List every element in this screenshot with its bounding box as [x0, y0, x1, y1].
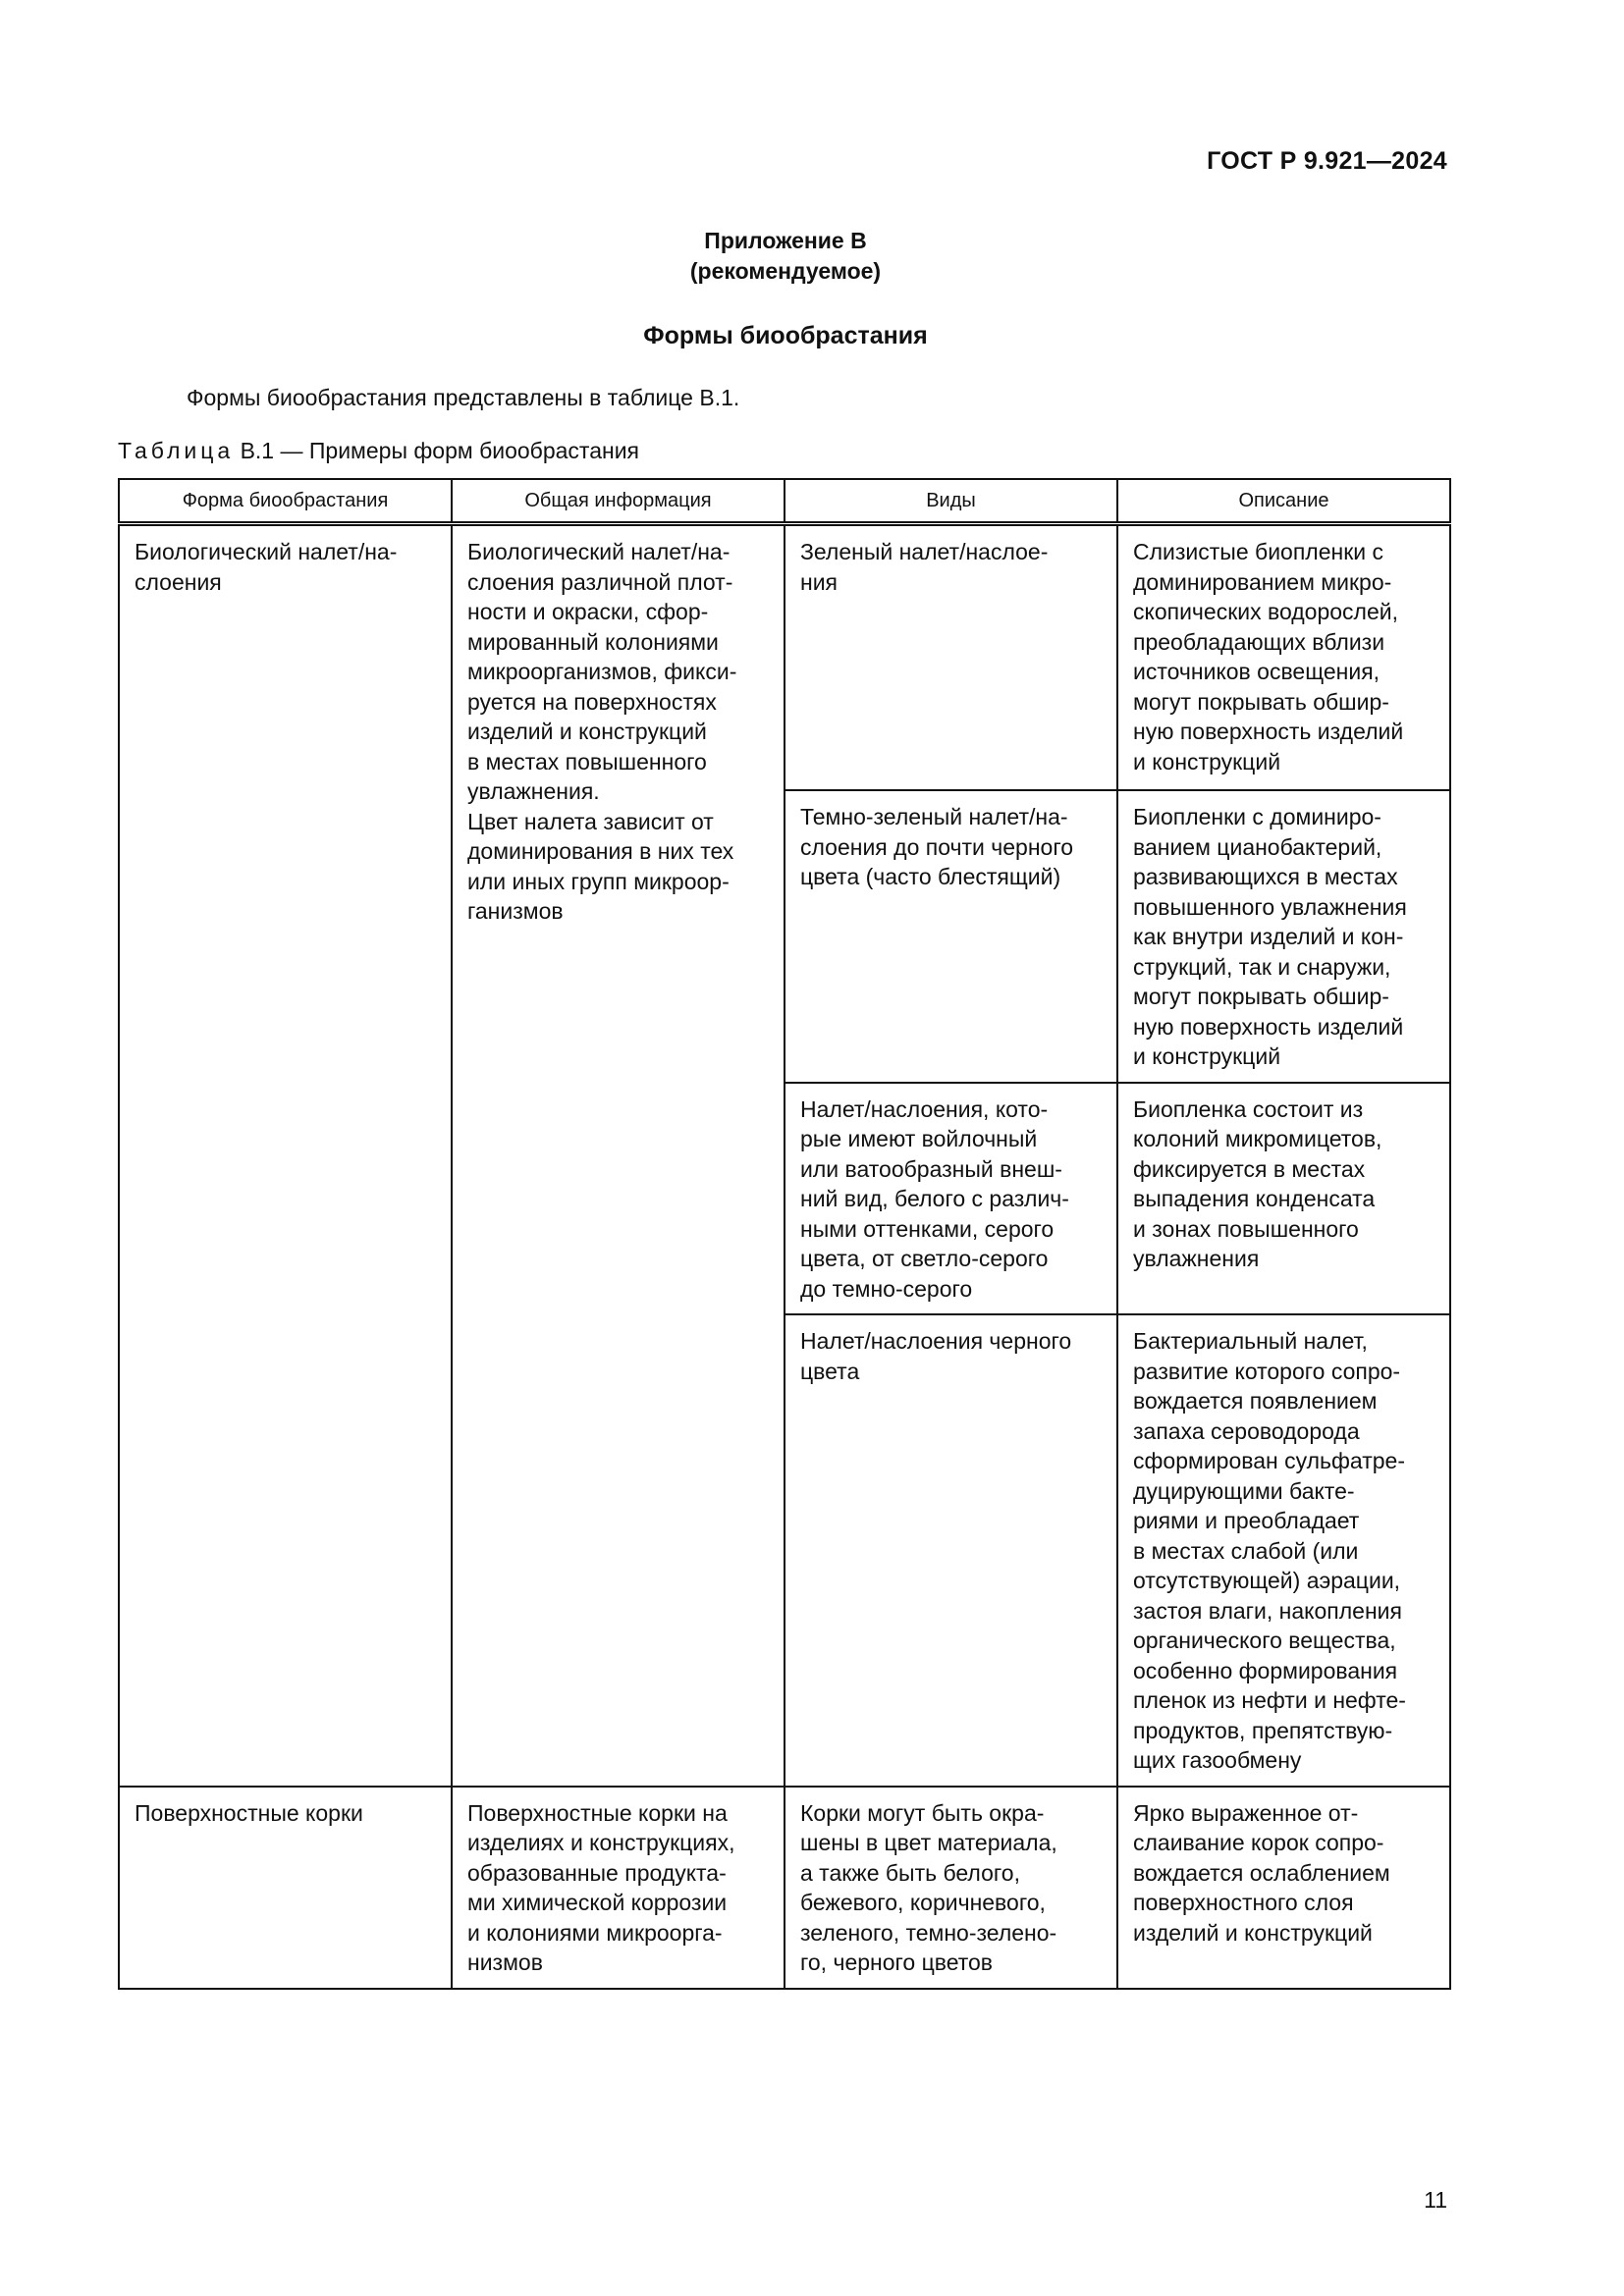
- cell-text-line: фиксируется в местах: [1133, 1155, 1366, 1182]
- info-cell: [452, 524, 785, 1787]
- cell-text-line: рые имеют войлочный: [800, 1126, 1038, 1151]
- cell-text-line: и колониями микроорга-: [467, 1919, 723, 1946]
- cell-text-line: слоения до почти черного: [800, 833, 1073, 860]
- table-caption-text: В.1 — Примеры форм биообрастания: [234, 438, 640, 463]
- cell-text-line: увлажнения: [1133, 1246, 1260, 1271]
- cell-text-line: в местах повышенного: [467, 748, 707, 774]
- cell-text-line: цвета (часто блестящий): [800, 864, 1061, 889]
- cell-text-line: выпадения конденсата: [1133, 1186, 1376, 1211]
- appendix-title: Приложение В: [704, 228, 867, 253]
- form-cell: [119, 524, 452, 1787]
- cell-text-line: ния: [800, 568, 839, 595]
- description-cell: [1117, 1314, 1450, 1787]
- cell-text-line: Налет/наслоения черного: [800, 1328, 1072, 1354]
- cell-text-line: а также быть белого,: [800, 1859, 1020, 1886]
- cell-text-line: скопических водорослей,: [1133, 599, 1398, 624]
- cell-text-line: мированный колониями: [467, 628, 719, 655]
- kind-cell: [785, 1083, 1117, 1315]
- cell-text-line: как внутри изделий и кон-: [1133, 924, 1404, 949]
- cell-text-line: риями и преобладает: [1133, 1508, 1360, 1533]
- header-info: Общая информация: [452, 479, 785, 524]
- cell-text-line: преобладающих вблизи: [1133, 628, 1385, 655]
- description-cell: [1117, 790, 1450, 1083]
- cell-text-line: ности и окраски, сфор-: [467, 599, 709, 624]
- cell-text-line: вождается ослаблением: [1133, 1859, 1390, 1886]
- cell-text-line: цвета, от светло-серого: [800, 1246, 1049, 1271]
- cell-text-line: изделиях и конструкциях,: [467, 1830, 735, 1855]
- cell-text-line: развитие которого сопро-: [1133, 1358, 1401, 1384]
- kind-cell: [785, 1314, 1117, 1787]
- cell-text-line: и конструкций: [1133, 748, 1281, 774]
- cell-text-line: Зеленый налет/наслое-: [800, 539, 1049, 564]
- cell-text-line: поверхностного слоя: [1133, 1890, 1354, 1915]
- cell-text-line: сформирован сульфатре-: [1133, 1448, 1405, 1473]
- cell-text-line: вождается появлением: [1133, 1388, 1378, 1414]
- cell-text-line: Темно-зеленый налет/на-: [800, 804, 1068, 829]
- cell-text-line: Корки могут быть окра-: [800, 1799, 1045, 1826]
- appendix-subtitle: (рекомендуемое): [689, 258, 882, 284]
- cell-text-line: ную поверхность изделий: [1133, 1013, 1404, 1040]
- cell-text-line: застоя влаги, накопления: [1133, 1597, 1402, 1624]
- section-title: Формы биообрастания: [643, 322, 928, 349]
- appendix-heading: [0, 226, 1571, 287]
- cell-text-line: Бактериальный налет,: [1133, 1328, 1368, 1354]
- table-caption: [118, 438, 639, 464]
- cell-text-line: Поверхностные корки на: [467, 1799, 728, 1826]
- document-code: ГОСТ Р 9.921—2024: [1207, 147, 1447, 175]
- cell-text-line: колоний микромицетов,: [1133, 1126, 1382, 1151]
- cell-text-line: Цвет налета зависит от: [467, 808, 714, 834]
- cell-text-line: руется на поверхностях: [467, 688, 717, 715]
- cell-text-line: изделий и конструкций: [467, 719, 707, 744]
- bio-fouling-table: [118, 478, 1451, 1990]
- cell-text-line: ную поверхность изделий: [1133, 719, 1404, 744]
- description-cell: [1117, 1083, 1450, 1315]
- cell-text-line: и зонах повышенного: [1133, 1215, 1359, 1242]
- cell-text-line: дуцирующими бакте-: [1133, 1477, 1355, 1504]
- cell-text-line: отсутствующей) аэрации,: [1133, 1568, 1401, 1593]
- cell-text-line: источников освещения,: [1133, 659, 1380, 684]
- cell-text-line: органического вещества,: [1133, 1628, 1396, 1653]
- cell-text-line: щих газообмену: [1133, 1747, 1302, 1773]
- cell-text-line: Биологический налет/на-: [135, 539, 398, 564]
- intro-paragraph: Формы биообрастания представлены в таблице В.1.: [187, 385, 740, 410]
- cell-text-line: продуктов, препятствую-: [1133, 1717, 1393, 1743]
- cell-text-line: низмов: [467, 1949, 543, 1975]
- cell-text-line: цвета: [800, 1358, 860, 1384]
- cell-text-line: в местах слабой (или: [1133, 1537, 1359, 1564]
- cell-text-line: или ватообразный внеш-: [800, 1155, 1062, 1182]
- cell-text-line: доминированием микро-: [1133, 568, 1392, 595]
- description-cell: [1117, 1787, 1450, 1989]
- kind-cell: [785, 1787, 1117, 1989]
- table-row: [119, 524, 1450, 791]
- cell-text-line: ми химической коррозии: [467, 1890, 728, 1915]
- cell-text-line: го, черного цветов: [800, 1949, 994, 1975]
- cell-text-line: могут покрывать обшир-: [1133, 984, 1389, 1009]
- cell-text-line: Биопленка состоит из: [1133, 1095, 1364, 1122]
- cell-text-line: запаха сероводорода: [1133, 1417, 1360, 1444]
- cell-text-line: слаивание корок сопро-: [1133, 1830, 1384, 1855]
- cell-text-line: особенно формирования: [1133, 1657, 1398, 1683]
- kind-cell: [785, 790, 1117, 1083]
- form-cell: [119, 1787, 452, 1989]
- cell-text-line: и конструкций: [1133, 1043, 1281, 1069]
- cell-text-line: развивающихся в местах: [1133, 864, 1398, 889]
- cell-text-line: Биологический налет/на-: [467, 539, 731, 564]
- cell-text-line: доминирования в них тех: [467, 838, 734, 864]
- cell-text-line: микроорганизмов, фикси-: [467, 659, 737, 684]
- cell-text-line: бежевого, коричневого,: [800, 1890, 1046, 1915]
- cell-text-line: струкций, так и снаружи,: [1133, 953, 1391, 980]
- cell-text-line: Биопленки с доминиро-: [1133, 804, 1381, 829]
- header-description: Описание: [1117, 479, 1450, 524]
- cell-text-line: до темно-серого: [800, 1275, 973, 1302]
- header-form: Форма биообрастания: [119, 479, 452, 524]
- table-row: [119, 1787, 1450, 1989]
- cell-text-line: ганизмов: [467, 898, 564, 924]
- table-caption-prefix: Таблица: [118, 438, 235, 463]
- cell-text-line: ными оттенками, серого: [800, 1215, 1055, 1242]
- cell-text-line: увлажнения.: [467, 778, 600, 804]
- cell-text-line: шены в цвет материала,: [800, 1830, 1057, 1855]
- kind-cell: [785, 524, 1117, 791]
- cell-text-line: могут покрывать обшир-: [1133, 688, 1389, 715]
- page-number: 11: [1424, 2187, 1447, 2213]
- cell-text-line: слоения различной плот-: [467, 568, 733, 595]
- header-kinds: Виды: [785, 479, 1117, 524]
- cell-text-line: ний вид, белого с различ-: [800, 1186, 1069, 1211]
- cell-text-line: Налет/наслоения, кото-: [800, 1095, 1049, 1122]
- cell-text-line: или иных групп микроор-: [467, 868, 730, 894]
- description-cell: [1117, 524, 1450, 791]
- cell-text-line: образованные продукта-: [467, 1859, 727, 1886]
- info-cell: [452, 1787, 785, 1989]
- cell-text-line: Слизистые биопленки с: [1133, 539, 1383, 564]
- cell-text-line: зеленого, темно-зелено-: [800, 1919, 1057, 1946]
- cell-text-line: ванием цианобактерий,: [1133, 833, 1382, 860]
- cell-text-line: Ярко выраженное от-: [1133, 1799, 1359, 1826]
- cell-text-line: изделий и конструкций: [1133, 1919, 1373, 1946]
- table-header-row: [119, 479, 1450, 524]
- cell-text-line: повышенного увлажнения: [1133, 893, 1407, 920]
- cell-text-line: Поверхностные корки: [135, 1799, 363, 1826]
- cell-text-line: пленок из нефти и нефте-: [1133, 1687, 1406, 1713]
- cell-text-line: слоения: [135, 568, 222, 595]
